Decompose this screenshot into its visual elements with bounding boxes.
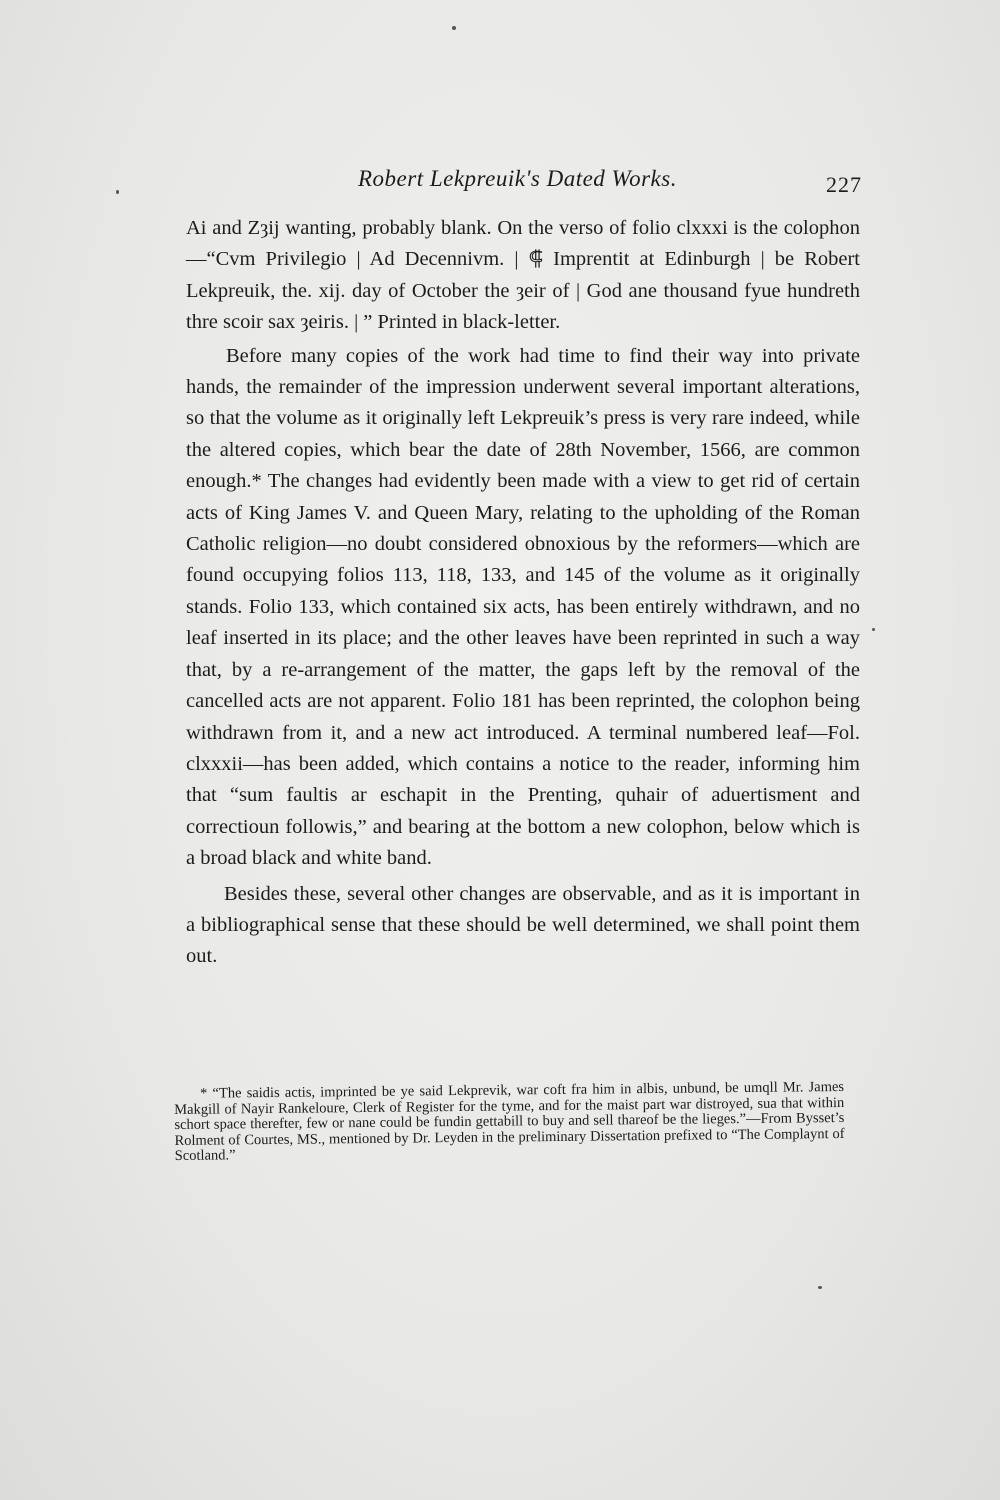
paragraph: Before many copies of the work had time to find their way into private hands, the remainder of the impression underwent several important alterations, so that the volume as it originally left Lekpreuik’s press is very rare indeed, while the altered copies, which bear the date of 28th November, 1566, are common enough.* The changes had evidently been made with a view to get rid of certain acts of King James V. and Queen Mary, relating to the upholding of the Roman Catholic religion—no doubt considered obnoxious by the reformers—which are found occupying folios 113, 118, 133, and 145 of the volume as it originally stands. Folio 133, which contained six acts, has been entirely withdrawn, and no leaf inserted in its place; and the other leaves have been reprinted in such a way that, by a re-arrangement of the matter, the gaps left by the removal of the cancelled acts are not apparent. Folio 181 has been reprinted, the colophon being withdrawn from it, and a new act introduced. A terminal numbered leaf—Fol. clxxxii—has been added, which contains a notice to the reader, informing him that “sum faultis ar eschapit in the Prenting, quhair of aduertisment and correctioun followis,” and bearing at the bottom a new colophon, below which is a broad black and white band. xyxy=(186,344,860,870)
footnote: * “The saidis actis, imprinted be ye said Lekprevik, war coft fra him in albis, unbund, be umqll Mr. James Makgill of Nayir Rankeloure, Clerk of Register for the tyme, and for the maist part war distroyed, sua that within schort space therefter, few or nane could be fundin gettabill to buy and sell thareof be the lieges.”—From Bysset’s Rolment of Courtes, MS., mentioned by Dr. Leyden in the preliminary Dissertation prefixed to “The Complaynt of Scotland.” xyxy=(174,1078,845,1164)
paper-speck xyxy=(452,26,456,30)
page-number: 227 xyxy=(826,172,862,197)
paper-speck xyxy=(818,1286,822,1289)
body-text xyxy=(186,213,860,973)
paper-speck xyxy=(872,628,875,631)
running-title: Robert Lekpreuik's Dated Works. xyxy=(358,166,677,191)
paragraph: Besides these, several other changes are observable, and as it is important in a bibliographical sense that these should be well determined, we shall point them out. xyxy=(186,882,860,968)
paragraph: Ai and Zȝij wanting, probably blank. On the verso of folio clxxxi is the colophon—“Cvm Privilegio | Ad Decennivm. | ⸿ Imprentit at Edinburgh | be Robert Lekpreuik, the. xij. day of October the ȝeir of | God ane thousand fyue hundreth thre scoir sax ȝeiris. | ” Printed in black-letter. xyxy=(186,217,860,334)
paper-speck xyxy=(116,190,119,194)
running-head xyxy=(186,166,862,198)
